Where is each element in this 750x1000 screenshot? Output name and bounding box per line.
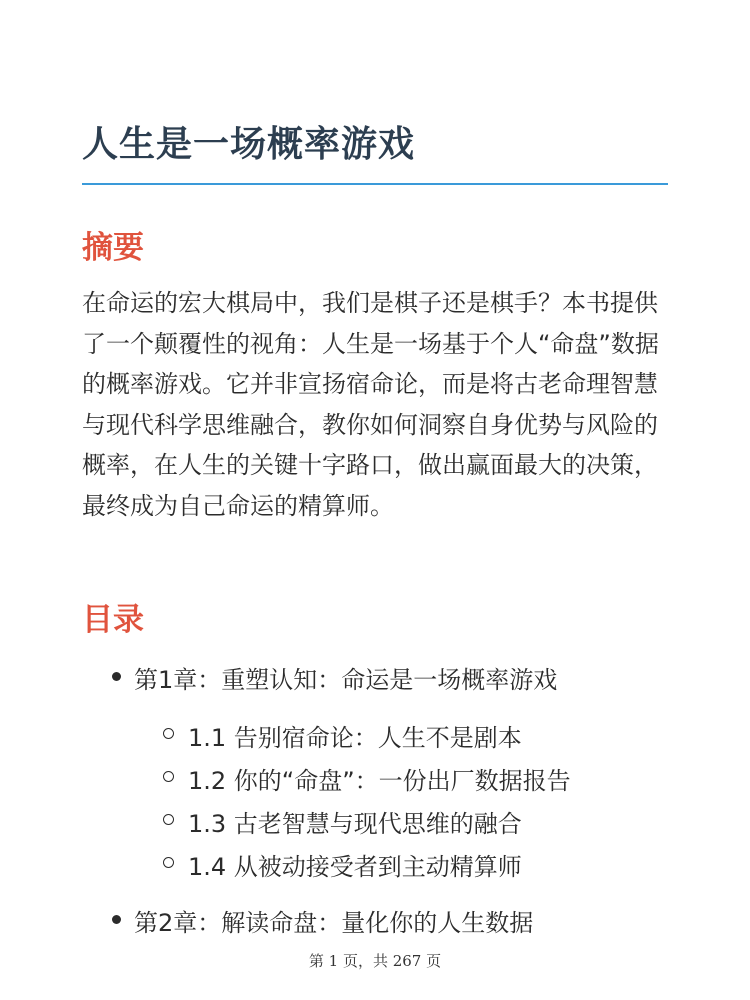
toc-item-label: 1.4 从被动接受者到主动精算师 xyxy=(188,853,522,881)
abstract-paragraph: 在命运的宏大棋局中，我们是棋子还是棋手？本书提供了一个颠覆性的视角：人生是一场基于个人“命盘”数据的概率游戏。它并非宣扬宿命论，而是将古老命理智慧与现代科学思维融合，教你如何洞察自身优势与风险的概率，在人生的关键十字路口，做出赢面最大的决策，最终成为自己命运的精算师。 xyxy=(82,289,659,520)
toc-item-label: 1.3 古老智慧与现代思维的融合 xyxy=(188,810,522,838)
bullet-circle-icon xyxy=(163,771,174,782)
page-number: 第 1 页，共 267 页 xyxy=(308,952,442,970)
toc-heading: 目录 xyxy=(82,602,144,638)
bullet-circle-icon xyxy=(163,728,174,739)
toc-item-label: 1.2 你的“命盘”：一份出厂数据报告 xyxy=(188,767,571,795)
document-title: 人生是一场概率游戏 xyxy=(82,124,416,165)
bullet-circle-icon xyxy=(163,814,174,825)
bullet-circle-icon xyxy=(163,857,174,868)
bullet-disc-icon xyxy=(112,672,121,681)
title-divider xyxy=(82,183,668,185)
toc-item-label: 第2章：解读命盘：量化你的人生数据 xyxy=(134,909,534,937)
toc-item-label: 1.1 告别宿命论：人生不是剧本 xyxy=(188,724,522,752)
abstract-heading: 摘要 xyxy=(82,230,144,266)
toc-item-label: 第1章：重塑认知：命运是一场概率游戏 xyxy=(134,666,558,694)
bullet-disc-icon xyxy=(112,915,121,924)
